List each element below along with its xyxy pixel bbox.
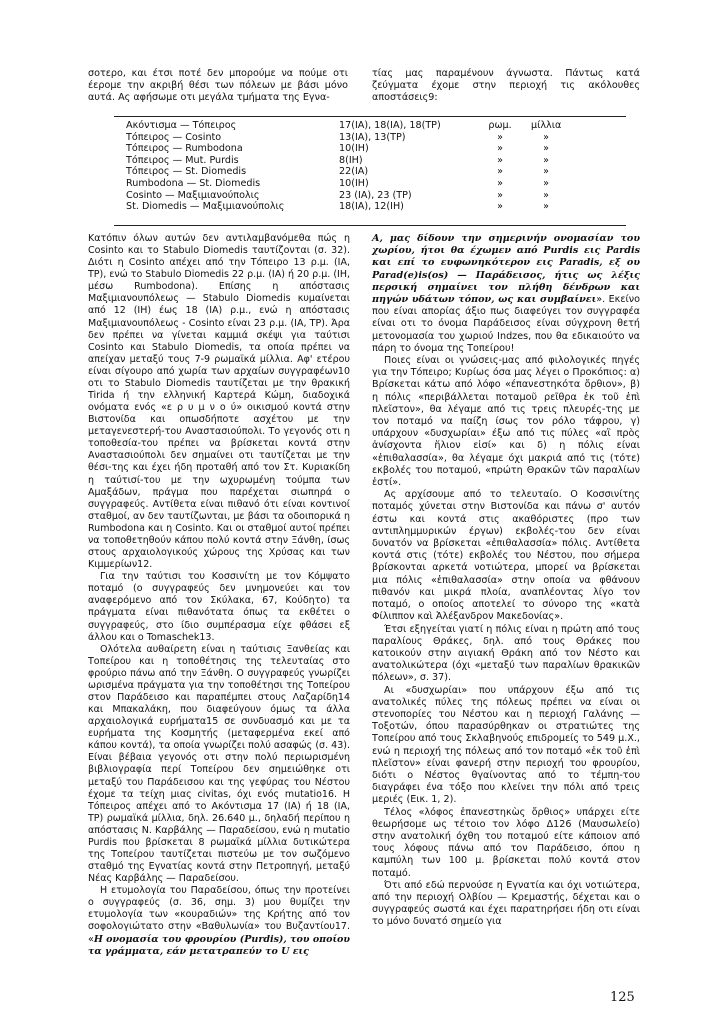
unit-cell	[485, 155, 531, 167]
route-cell	[114, 178, 339, 190]
values-cell-text: 23 (ΙΑ), 23 (ΤΡ)	[339, 189, 412, 201]
table-row	[114, 155, 591, 167]
unit-cell	[531, 132, 591, 144]
unit-cell-text: »	[497, 201, 503, 213]
paragraph: Ολότελα αυθαίρετη είναι η ταύτισις Ξανθείας και Τοπείρου και η τοποθέτησις της τελευταίας στο φρούριο πάνω από την Ξάνθη. Ο συγγραφεύς γνωρίζει ωρισμένα πράγματα για την τοποθέτησι της Τοπείρου στον Παράδεισο και παραπέμπει στους Λαζαρίδη14 και Μπακαλάκη, που διαφεύγουν όμως τα άλλα αρχαιολογικά ευρήματα15 σε συνδυασμό και με τα ευρήματα της Κοσμητής (μεταφερμένα εκεί από κάπου κοντά), τα οποία γνωρίζει πολύ ασαφώς (σ. 43). Είναι βέβαια γεγονός οτι στην πολύ περιωρισμένη βιβλιογραφία περί Τοπείρου δεν σημειώθηκε οτι μεταξύ του Παράδεισου και της γεφύρας του Νέστου έχομε τα τείχη μιας civitas, όχι ενός mutatio16. Η Τόπειρος απέχει από το Ακόντισμα 17 (ΙΑ) ή 18 (ΙΑ, ΤΡ) ρωμαϊκά μίλλια, δηλ. 26.640 μ., δηλαδή περίπου η απόστασις Ν. Καρβάλης — Παραδείσου, ενώ η mutatio Purdis που βρίσκεται 8 ρωμαϊκά μίλλια δυτικώτερα της Τοπείρου ταυτίζεται πιστεύω με τον σωζόμενο σταθμό της Εγνατίας κοντά στην Πετροπηγή, μεταξύ Νέας Καρβάλης — Παραδείσου.	[88, 643, 350, 885]
values-cell-text: 13(ΙΑ), 13(ΤΡ)	[339, 131, 406, 143]
values-cell	[339, 155, 485, 167]
table-row	[114, 178, 591, 190]
paragraph-text: ». Εκείνο που είναι απορίας άξιο πως διαφεύγει τον συγγραφέα είναι οτι το όνομα Παράδεισος είναι σύγχρονη θετή μετονομασία του χωριού Indzes, που θα εδικαιούτο να πάρη το όνομα της Τοπείρου!	[372, 294, 640, 354]
unit-cell	[485, 201, 531, 213]
paragraph	[88, 885, 350, 957]
unit-cell	[485, 166, 531, 178]
unit-cell	[485, 190, 531, 202]
paragraph: Ας αρχίσουμε από το τελευταίο. Ο Κοσσινίτης ποταμός χύνεται στην Βιστονίδα και πάνω σ' αυτόν έστω και κοντά στις ακαθόριστες (προ των αντιπλημμυρικών έργων) εκβολές-του δεν είναι δυνατόν να βρίσκεται «ἐπιθαλασσία» πόλις. Αντίθετα κοντά στις (τότε) εκβολές του Νέστου, που σήμερα βρίσκονται αρκετά νοτιώτερα, μπορεί να βρίσκεται μια πόλις «ἐπιθαλασσία» στην οποία να φθάνουν πιθανόν και μικρά πλοία, αναπλέοντας λίγο τον ποταμό, ο οποίος αποτελεί το σύνορο της «κατὰ Φίλιππον καὶ Ἀλέξανδρον Μακεδονίας».	[372, 489, 640, 623]
unit-cell-text: »	[497, 166, 503, 178]
values-cell-text: 22(ΙΑ)	[339, 166, 369, 178]
values-cell	[339, 132, 485, 144]
unit-cell-text: ρωμ.	[488, 120, 512, 131]
unit-cell-text: »	[543, 154, 549, 166]
unit-cell-text: »	[497, 143, 503, 155]
unit-cell-text: μίλλια	[531, 120, 562, 131]
unit-cell	[485, 143, 531, 155]
paragraph: σοτερο, και έτσι ποτέ δεν μπορούμε να πούμε οτι έερομε την ακριβή θέσι των πόλεων με βάσι μόνο αυτά. Ας αφήσωμε οτι μεγάλα τμήματα της Εγνα-	[88, 68, 348, 104]
route-cell	[114, 143, 339, 155]
values-cell	[339, 201, 485, 213]
route-cell	[114, 155, 339, 167]
unit-cell-text: »	[497, 189, 503, 201]
unit-cell	[531, 143, 591, 155]
route-cell-text: St. Diomedis — Μαξιμιανούπολις	[126, 201, 285, 213]
table-row	[114, 190, 591, 202]
quoted-etymology: Η ονομασία του φρουρίου (Purdis), του οποίου τα γράμματα, εάν μετατραπεύν το U εις	[88, 933, 350, 957]
values-cell-text: 10(ΙΗ)	[339, 177, 369, 189]
route-cell-text: Τόπειρος — Rumbodona	[126, 143, 243, 155]
unit-cell-text: »	[543, 201, 549, 213]
values-cell	[339, 190, 485, 202]
route-cell-text: Rumbodona — St. Diomedis	[126, 177, 261, 189]
route-cell	[114, 132, 339, 144]
unit-cell	[531, 178, 591, 190]
route-cell	[114, 166, 339, 178]
unit-cell-text: »	[543, 131, 549, 143]
unit-cell-text: »	[543, 166, 549, 178]
route-cell	[114, 201, 339, 213]
table-row	[114, 166, 591, 178]
quoted-etymology-continued: Α, μας δίδουν την σημερινήν ονομασίαν του χωρίου, ήτοι θα έχωμεν από Purdis εις Pardis και επί το ευφωνηκότερον εις Paradis, εξ ου Parad(e)is(os) — Παράδεισος, ήτις ως λέξις περσική σημαίνει τον πλήθη δένδρων και πηγών υδάτων τόπον, ως και συμβαίνει	[372, 233, 640, 306]
paragraph-text: Η ετυμολογία του Παραδείσου, όπως την προτείνει ο συγγραφεύς (σ. 36, σημ. 3) μου θυμίζει την ετυμολογία των «κουραδιών» της Κρήτης από τον σοφολογιώτατο στην «Βαθυλωνία» του Βυζαντίου17. «	[88, 885, 350, 945]
unit-cell-text: »	[497, 131, 503, 143]
distances-table-body	[114, 120, 591, 213]
route-cell-text: Cosinto — Μαξιμιανούπολις	[126, 189, 260, 201]
unit-cell	[531, 201, 591, 213]
unit-cell-text: »	[543, 143, 549, 155]
route-cell-text: Τόπειρος — Cosinto	[126, 131, 222, 143]
unit-cell	[485, 132, 531, 144]
unit-cell-text: »	[497, 154, 503, 166]
values-cell	[339, 166, 485, 178]
route-cell-text: Τόπειρος — Mut. Purdis	[126, 154, 239, 166]
values-cell-text: 17(ΙΑ), 18(ΙΑ), 18(ΤΡ)	[339, 120, 441, 131]
paragraph: Ότι από εδώ περνούσε η Εγνατία και όχι νοτιώτερα, από την περιοχή Ολβίου — Κρεμαστής, δέχεται και ο συγγραφεύς σωστά και έχει παρατηρήσει ήδη οτι είναι το μόνο δυνατό σημείο για	[372, 879, 640, 928]
values-cell-text: 8(ΙΗ)	[339, 154, 363, 166]
page-number: 125	[610, 990, 635, 1005]
table-row	[114, 143, 591, 155]
route-cell	[114, 190, 339, 202]
paragraph: Αι «δυσχωρίαι» που υπάρχουν έξω από τις ανατολικές πύλες της πόλεως πρέπει να είναι οι στενοπορίες του Νέστου και η περιοχή Γαλάνης — Τοξοτών, όπου παρασύρθηκαν οι στρατιώτες της Τοπείρου από τους Σκλαβηνούς επιδρομείς το 549 μ.Χ., ενώ η περιοχή της πόλεως από τον ποταμό «ἐκ τοῦ ἐπὶ πλεῖστον» είναι φανερή στην περιοχή του φρουρίου, διότι ο Νέστος θγαίνοντας από το τέμπη-του διαγράφει ένα τόξο που κλείνει την πόλι από τρεις μεριές (Εικ. 1, 2).	[372, 684, 640, 806]
unit-cell	[531, 190, 591, 202]
values-cell-text: 10(ΙΗ)	[339, 143, 369, 155]
values-cell	[339, 143, 485, 155]
table-row	[114, 120, 591, 132]
route-cell-text: Τόπειρος — St. Diomedis	[126, 166, 247, 178]
values-cell	[339, 120, 485, 132]
unit-cell	[531, 166, 591, 178]
unit-cell-text: »	[543, 177, 549, 189]
paragraph: Κατόπιν όλων αυτών δεν αντιλαμβανόμεθα πώς η Cosinto και το Stabulo Diomedis ταυτίζονται (σ. 32). Διότι η Cosinto απέχει από την Τόπειρο 13 ρ.μ. (ΙΑ, ΤΡ), ενώ το Stabulo Diomedis 22 ρ.μ. (ΙΑ) ή 20 ρ.μ. (ΙΗ, μέσω Rumbodona). Επίσης η απόστασις Μαξιμιανουπόλεως — Stabulo Diomedis κυμαίνεται από 12 (ΙΗ) έως 18 (ΙΑ) ρ.μ., ενώ η απόστασις Μαξιμιανουπόλεως - Cosinto είναι 23 ρ.μ. (ΙΑ, ΤΡ). Άρα δεν πρέπει να γίνεται καμμιά σκέψι για ταύτισι Cosinto και Stabulo Diomedis, τα οποία πρέπει να απείχαν μεταξύ τους 7-9 ρωμαϊκά μίλλια. Αφ' ετέρου είναι σίγουρο από χωρία των αρχαίων συγγραφέων10 οτι το Stabulo Diomedis ταυτίζεται με την θρακική Tirida ή την ελληνική Καρτερά Κώμη, διαδοχικά ονόματα ενός «ε ρ υ μ ν ο ύ» οικισμού κοντά στην Βιστονίδα και οπωσδήποτε ασχέτου με την μεταγενεστερή-του Αναστασιούπολι. Το γεγονός οτι η τοποθεσία-του πρέπει να βρίσκεται κοντά στην Αναστασιούπολι δεν σημαίνει οτι ταυτίζεται με την θέσι-της και έχει ήδη προταθή από τον Στ. Κυριακίδη η ταύτισί-του με την ωχυρωμένη τούμπα των Αμαξάδων, πράγμα που παρέχεται σιωπηρά ο συγγραφεύς. Αντίθετα είναι πιθανό ότι είναι κοντινοί σταθμοί, αν δεν ταυτίζωνται, με βάσι τα οδοιπορικά η Rumbodona και η Cosinto. Και οι σταθμοί αυτοί πρέπει να τοποθετηθούν κάπου πολύ κοντά στην Ξάνθη, ίσως στους αρχαιολογικούς χώρους της Χρύσας και των Κιμμερίων12.	[88, 233, 350, 571]
unit-cell-text: »	[497, 177, 503, 189]
body-left-column	[88, 233, 350, 958]
distances-table	[114, 116, 626, 226]
table-row	[114, 132, 591, 144]
body-right-column	[372, 233, 640, 929]
paragraph	[372, 233, 640, 355]
unit-cell-text: »	[543, 189, 549, 201]
paragraph: τίας μας παραμένουν άγνωστα. Πάντως κατά ζεύγματα έχομε στην περιοχή τις ακόλουθες αποστάσεις9:	[372, 68, 640, 104]
table-row	[114, 201, 591, 213]
values-cell-text: 18(ΙΑ), 12(ΙΗ)	[339, 201, 404, 213]
paragraph: Τέλος «λόφος ἐπανεστηκὼς ὄρθιος» υπάρχει είτε θεωρήσομε ως τέτοιο τον λόφο Δ126 (Μαυσωλείο) στην ανατολική όχθη του ποταμού είτε κάποιον από τους λόφους πάνω από τον Παράδεισο, όπου η καμπύλη των 100 μ. βρίσκεται πολύ κοντά στον ποταμό.	[372, 806, 640, 879]
unit-cell	[531, 155, 591, 167]
top-left-column	[88, 68, 348, 105]
paragraph: Ποιες είναι οι γνώσεις-μας από φιλολογικές πηγές για την Τόπειρο; Κυρίως όσα μας λέγει ο Προκόπιος: α) Βρίσκεται κάτω από λόφο «έπανεστηκότα ὄρθιον», β) η πόλις «περιβάλλεται ποταμοῦ ρεῖθρα ἐκ τοῦ ἐπὶ πλεῖστον», θα λέγαμε από τις τρεις πλευρές-της με τον ποταμό να παίζη ίσως τον ρόλο τάφρου, γ) υπάρχουν «δυσχωρίαι» έξω από τις πύλες «αἳ πρὸς ἀνίσχοντα ἥλιον εἰσί» και δ) η πόλις είναι «ἐπιθαλασσία», θα λέγαμε όχι μακριά από τις (τότε) εκβολές του ποταμού, «πρώτη Θρακῶν τῶν παραλίων ἐστί».	[372, 355, 640, 489]
top-right-column	[372, 68, 640, 105]
paragraph: Για την ταύτισι του Κοσσινίτη με τον Κόμψατο ποταμό (ο συγγραφεύς δεν μνημονεύει και τον αναφερόμενο από τον Σκύλακα, 67, Κούδητο) τα πράγματα είναι πιθανότατα όπως τα εκθέτει ο συγγραφεύς, στο ίδιο συμπέρασμα είχε φθάσει εξ άλλου και ο Tomaschek13.	[88, 571, 350, 643]
unit-cell	[531, 120, 591, 132]
route-cell	[114, 120, 339, 132]
route-cell-text: Ακόντισμα — Τόπειρος	[126, 120, 237, 131]
values-cell	[339, 178, 485, 190]
unit-cell	[485, 120, 531, 132]
unit-cell	[485, 178, 531, 190]
paragraph: Έτσι εξηγείται γιατί η πόλις είναι η πρώτη από τους παραλίους Θράκες, δηλ. από τους Θράκες που κατοικούν στην αιγιακή Θράκη από τον Νέστο και ανατολικώτερα (όχι «μεταξύ των παραλίων θρακικῶν πόλεων», σ. 37).	[372, 623, 640, 684]
